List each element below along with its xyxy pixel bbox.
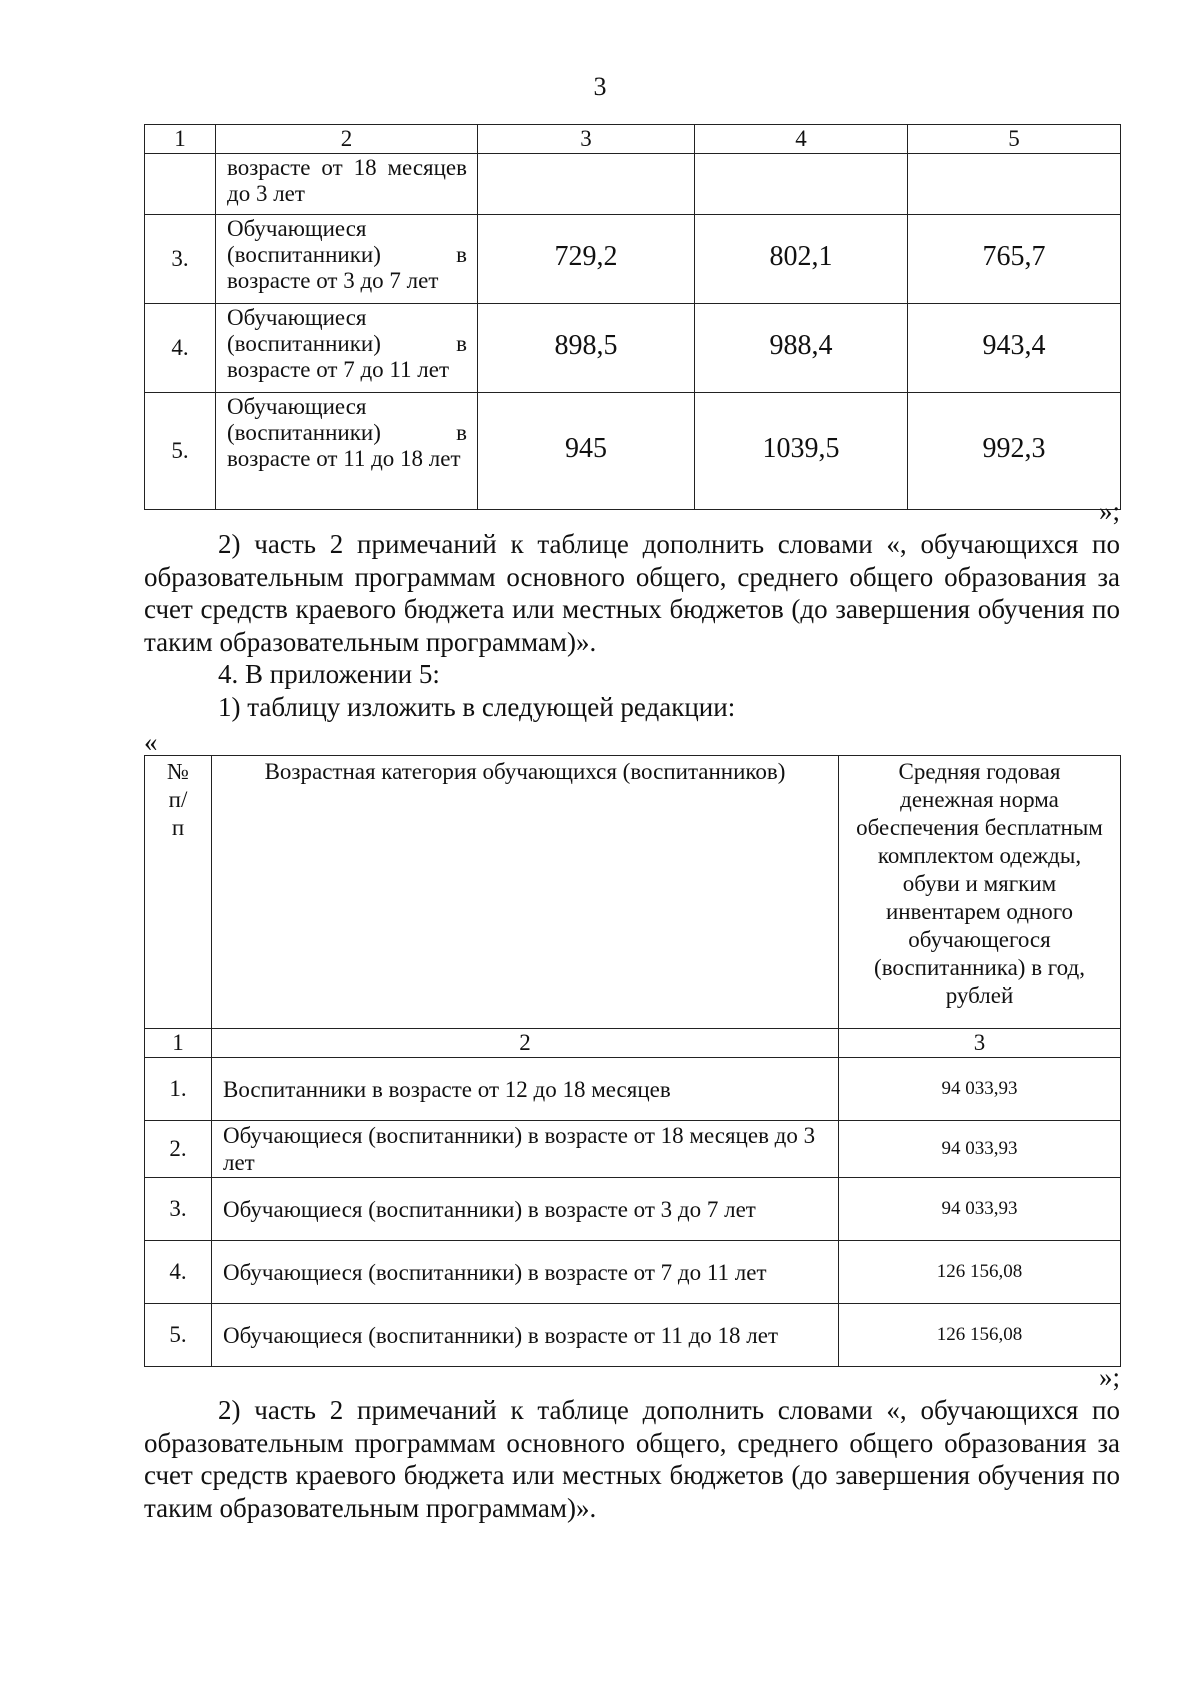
table-row (145, 393, 1121, 510)
table-row (145, 1121, 1121, 1178)
row-number: 1. (145, 1058, 212, 1121)
value-cell: 992,3 (908, 393, 1121, 510)
column-number: 1 (145, 125, 216, 154)
age-category: Обучающиеся (воспитанники) в возрасте от 3 до 7 лет (212, 1178, 839, 1241)
paragraph: 2) часть 2 примечаний к таблице дополнить словами «, обучающихся по образовательным программам основного общего, среднего общего образования за счет средств краевого бюджета или местных бюджетов (до завершения обучения по таким образовательным программам)». (144, 1395, 1120, 1523)
value-cell (695, 154, 908, 215)
table-row (145, 304, 1121, 393)
row-number: 4. (145, 1241, 212, 1304)
norm-value: 94 033,93 (839, 1121, 1121, 1178)
column-number: 1 (145, 1029, 212, 1058)
age-category: Обучающиеся (воспитанники) в возрасте от 7 до 11 лет (212, 1241, 839, 1304)
row-number: 4. (145, 304, 216, 393)
amendment-block (144, 528, 1120, 723)
header-number: № п/п (145, 756, 212, 1029)
column-number: 3 (839, 1029, 1121, 1058)
amendment-block (144, 1394, 1120, 1524)
column-number: 2 (216, 125, 478, 154)
value-cell: 765,7 (908, 215, 1121, 304)
column-number: 2 (212, 1029, 839, 1058)
column-number: 5 (908, 125, 1121, 154)
norm-value: 126 156,08 (839, 1304, 1121, 1367)
age-category: Воспитанники в возрасте от 12 до 18 месяцев (212, 1058, 839, 1121)
row-number: 3. (145, 215, 216, 304)
norm-value: 94 033,93 (839, 1058, 1121, 1121)
value-cell: 1039,5 (695, 393, 908, 510)
table-norms-part (144, 124, 1121, 510)
paragraph: 4. В приложении 5: (218, 659, 440, 689)
table-header-row (145, 756, 1121, 1029)
row-number: 2. (145, 1121, 212, 1178)
table-row (145, 1241, 1121, 1304)
opening-quote: « (144, 727, 158, 757)
age-category: возрасте от 18 месяцев до 3 лет (216, 154, 478, 215)
value-cell: 802,1 (695, 215, 908, 304)
table-row (145, 215, 1121, 304)
row-number (145, 154, 216, 215)
table-row (145, 1058, 1121, 1121)
value-cell (908, 154, 1121, 215)
age-category: Обучающиеся (воспитанники) в возрасте от 7 до 11 лет (216, 304, 478, 393)
paragraph: 1) таблицу изложить в следующей редакции: (218, 691, 736, 722)
age-category: Обучающиеся (воспитанники) в возрасте от 18 месяцев до 3 лет (212, 1121, 839, 1178)
value-cell: 988,4 (695, 304, 908, 393)
value-cell: 729,2 (478, 215, 695, 304)
age-category: Обучающиеся (воспитанники) в возрасте от 11 до 18 лет (216, 393, 478, 510)
page-number: 3 (593, 72, 607, 101)
row-number: 3. (145, 1178, 212, 1241)
value-cell: 898,5 (478, 304, 695, 393)
paragraph: 2) часть 2 примечаний к таблице дополнить словами «, обучающихся по образовательным программам основного общего, среднего общего образования за счет средств краевого бюджета или местных бюджетов (до завершения обучения по таким образовательным программам)». (144, 529, 1120, 657)
age-category: Обучающиеся (воспитанники) в возрасте от 3 до 7 лет (216, 215, 478, 304)
row-number: 5. (145, 393, 216, 510)
norm-value: 94 033,93 (839, 1178, 1121, 1241)
value-cell: 945 (478, 393, 695, 510)
table-row (145, 154, 1121, 215)
closing-quote: »; (1098, 1362, 1120, 1392)
table-row (145, 1178, 1121, 1241)
norm-value: 126 156,08 (839, 1241, 1121, 1304)
header-norm: Средняя годовая денежная норма обеспечения бесплатным комплектом одежды, обуви и мягким инвентарем одного обучающегося (воспитанника) в год, рублей (839, 756, 1121, 1029)
age-category: Обучающиеся (воспитанники) в возрасте от 11 до 18 лет (212, 1304, 839, 1367)
table-numbering-row (145, 1029, 1121, 1058)
table-header-row (145, 125, 1121, 154)
value-cell (478, 154, 695, 215)
table-clothing-norms (144, 755, 1121, 1367)
table-row (145, 1304, 1121, 1367)
header-category: Возрастная категория обучающихся (воспитанников) (212, 756, 839, 1029)
row-number: 5. (145, 1304, 212, 1367)
column-number: 3 (478, 125, 695, 154)
value-cell: 943,4 (908, 304, 1121, 393)
column-number: 4 (695, 125, 908, 154)
closing-quote: »; (1098, 496, 1120, 526)
